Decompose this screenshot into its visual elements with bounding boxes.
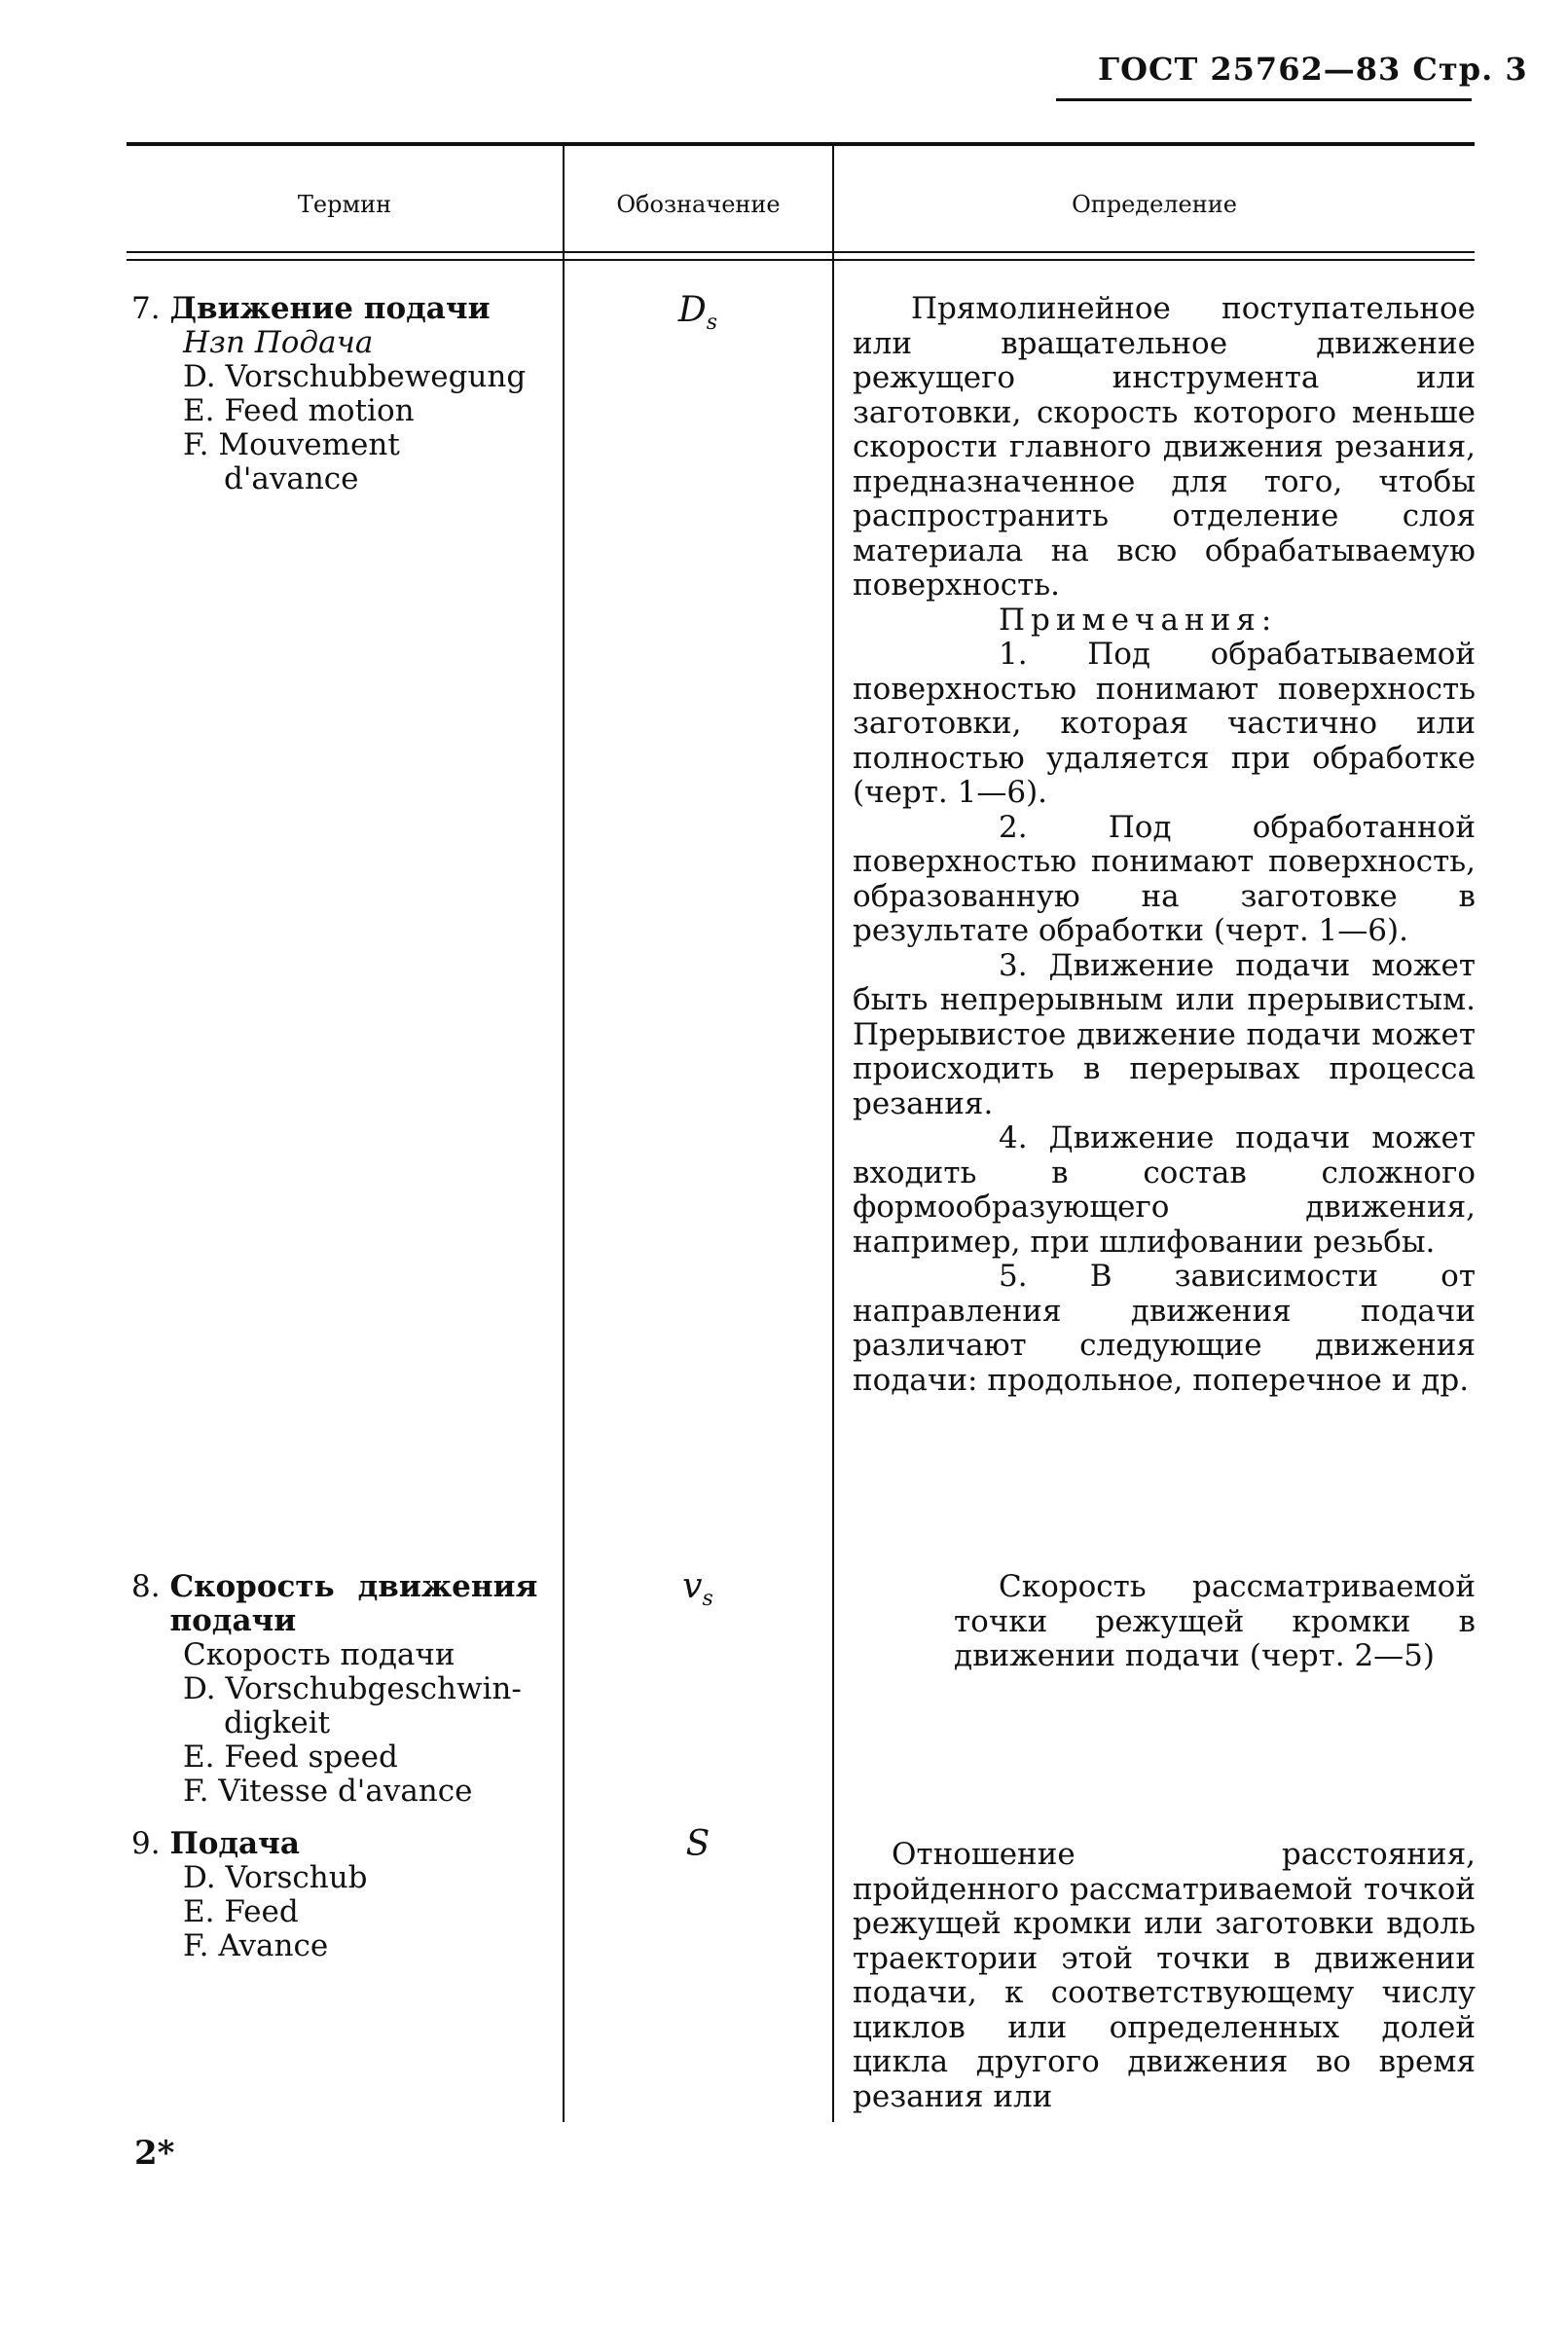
term-entry-9 <box>131 1827 368 1963</box>
column-header-symbol: Обозначение <box>616 191 781 218</box>
column-header-definition: Определение <box>1072 191 1237 218</box>
term-translation: digkeit <box>224 1705 331 1740</box>
definition-9 <box>853 1838 1476 2114</box>
term-translation: E. Feed motion <box>183 393 415 428</box>
column-header-term: Термин <box>297 191 392 218</box>
page-footer-mark: 2* <box>134 2134 175 2173</box>
definition-7 <box>853 292 1476 1398</box>
definition-8 <box>954 1570 1476 1674</box>
symbol-8: $v_s$ <box>682 1566 713 1612</box>
table-top-rule <box>127 142 1475 146</box>
term-entry-8 <box>131 1570 537 1809</box>
table-header-rule-1 <box>127 251 1475 253</box>
table-header-rule-2 <box>127 259 1475 261</box>
term-name: Движение подачи <box>169 291 491 326</box>
term-translation: d'avance <box>224 461 359 496</box>
note-item: 2. Под обработанной поверхностью понимают поверхность, образованную на заготовке в результате обработки (черт. 1—6). <box>853 809 1476 948</box>
header-rule <box>1056 98 1472 101</box>
term-name: Скорость движения подачи <box>169 1569 538 1638</box>
term-translation: D. Vorschub <box>183 1860 368 1895</box>
symbol-7: $D_s$ <box>677 290 718 336</box>
term-number: 9. <box>131 1826 161 1861</box>
column-divider-1 <box>563 146 565 2122</box>
term-translation: D. Vorschubbewegung <box>183 359 527 394</box>
term-translation: E. Feed <box>183 1894 299 1929</box>
column-divider-2 <box>832 146 834 2122</box>
note-item: 5. В зависимости от направления движения подачи различают следующие движения подачи: продольное, поперечное и др. <box>853 1259 1476 1398</box>
definition-text: Прямолинейное поступательное или вращательное движение режущего инструмента или заготовки, скорость которого меньше скорости главного движения резания, предназначенное для того, чтобы распространить отделение слоя материала на всю обрабатываемую поверхность. <box>853 291 1476 603</box>
definition-text: Отношение расстояния, пройденного рассматриваемой точкой режущей кромки или заготовки вдоль траектории этой точки в движении подачи, к соответствующему числу циклов или определенных долей цикла другого движения во время резания или <box>853 1837 1476 2114</box>
note-item: 1. Под обрабатываемой поверхностью понимают поверхность заготовки, которая частично или полностью удаляется при обработке (черт. 1—6). <box>853 637 1476 810</box>
term-number: 8. <box>131 1569 161 1604</box>
term-translation: F. Vitesse d'avance <box>183 1774 473 1809</box>
term-entry-7 <box>131 292 526 496</box>
note-item: 4. Движение подачи может входить в состав сложного формообразующего движения, например, при шлифовании резьбы. <box>853 1120 1476 1260</box>
term-alternative: Нзп Подача <box>183 325 374 360</box>
term-translation: F. Mouvement <box>183 427 400 462</box>
term-translation: E. Feed speed <box>183 1740 398 1775</box>
page-header: ГОСТ 25762—83 Стр. 3 <box>1098 51 1528 88</box>
term-translation: D. Vorschubgeschwin- <box>183 1671 522 1706</box>
term-name: Подача <box>169 1826 300 1861</box>
definition-text: Скорость рассматриваемой точки режущей кромки в движении подачи (черт. 2—5) <box>954 1569 1476 1673</box>
term-alternative: Скорость подачи <box>183 1637 456 1672</box>
notes-title: Примечания: <box>999 602 1278 638</box>
symbol-9: S <box>685 1824 711 1864</box>
term-number: 7. <box>131 291 161 326</box>
note-item: 3. Движение подачи может быть непрерывным или прерывистым. Прерывистое движение подачи может происходить в перерывах процесса резания. <box>853 947 1476 1121</box>
term-translation: F. Avance <box>183 1928 329 1963</box>
